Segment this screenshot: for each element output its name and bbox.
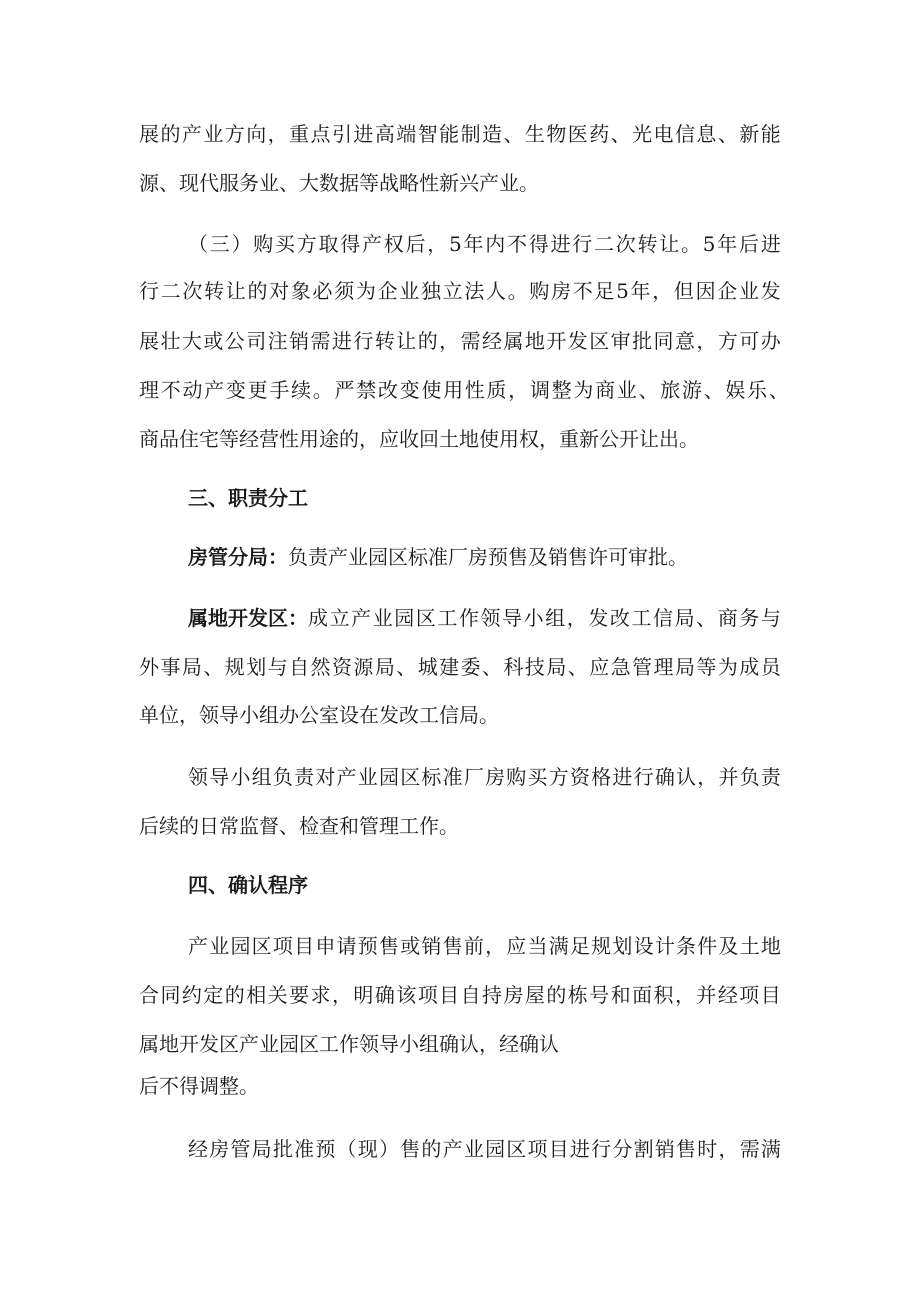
- paragraph-line: 展 壮 大 或 公 司 注 销 需 进 行 转 让 的 ， 需 经 属 地 开 发 区 审 批 同 意 ， 方 可 办: [139, 329, 781, 353]
- paragraph-line: 后续的日常监督、检查和管理工作。: [139, 814, 459, 838]
- section-heading: 四、确认程序: [188, 873, 308, 897]
- role-text: 负责产业园区标准厂房预售及销售许可审批。: [288, 545, 688, 569]
- paragraph-line: （ 三 ） 购 买 方 取 得 产 权 后 ， 5 年 内 不 得 进 行 二 次 转 让 。 5 年 后 进: [188, 232, 781, 256]
- paragraph-line: 后不得调整。: [139, 1074, 259, 1098]
- role-label: 房管分局：: [188, 545, 288, 569]
- paragraph-line: 外 事 局 、 规 划 与 自 然 资 源 局 、 城 建 委 、 科 技 局 、 应 急 管 理 局 等 为 成 员: [139, 655, 781, 679]
- paragraph-line: 单位，领导小组办公室设在发改工信局。: [139, 703, 499, 727]
- paragraph-line: 属地开发区产业园区工作领导小组确认，经确认: [139, 1032, 559, 1056]
- role-text: 成 立 产 业 园 区 工 作 领 导 小 组 ， 发 改 工 信 局 、 商 务 与: [308, 606, 781, 630]
- paragraph-line: 商品住宅等经营性用途的，应收回土地使用权，重新公开让出。: [139, 427, 699, 451]
- paragraph-line: 行 二 次 转 让 的 对 象 必 须 为 企 业 独 立 法 人 。 购 房 不 足 5 年 ， 但 因 企 业 发: [139, 279, 781, 303]
- role-label: 属地开发区：: [188, 606, 308, 630]
- paragraph-line: 理 不 动 产 变 更 手 续 。 严 禁 改 变 使 用 性 质 ， 调 整 为 商 业 、 旅 游 、 娱 乐 、: [139, 378, 789, 402]
- paragraph-line: 领 导 小 组 负 责 对 产 业 园 区 标 准 厂 房 购 买 方 资 格 进 行 确 认 ， 并 负 责: [188, 765, 781, 789]
- section-heading: 三、职责分工: [188, 486, 308, 510]
- paragraph-line: 源、现代服务业、大数据等战略性新兴产业。: [139, 171, 539, 195]
- paragraph-line: 合 同 约 定 的 相 关 要 求 ， 明 确 该 项 目 自 持 房 屋 的 栋 号 和 面 积 ， 并 经 项 目: [139, 983, 781, 1007]
- paragraph-line: 展 的 产 业 方 向 ， 重 点 引 进 高 端 智 能 制 造 、 生 物 医 药 、 光 电 信 息 、 新 能: [139, 122, 781, 146]
- paragraph-line: [188, 543, 688, 571]
- paragraph-line: [188, 604, 781, 632]
- paragraph-line: 经 房 管 局 批 准 预 （ 现 ） 售 的 产 业 园 区 项 目 进 行 分 割 销 售 时 ， 需 满: [188, 1137, 781, 1161]
- paragraph-line: 产 业 园 区 项 目 申 请 预 售 或 销 售 前 ， 应 当 满 足 规 划 设 计 条 件 及 土 地: [188, 934, 781, 958]
